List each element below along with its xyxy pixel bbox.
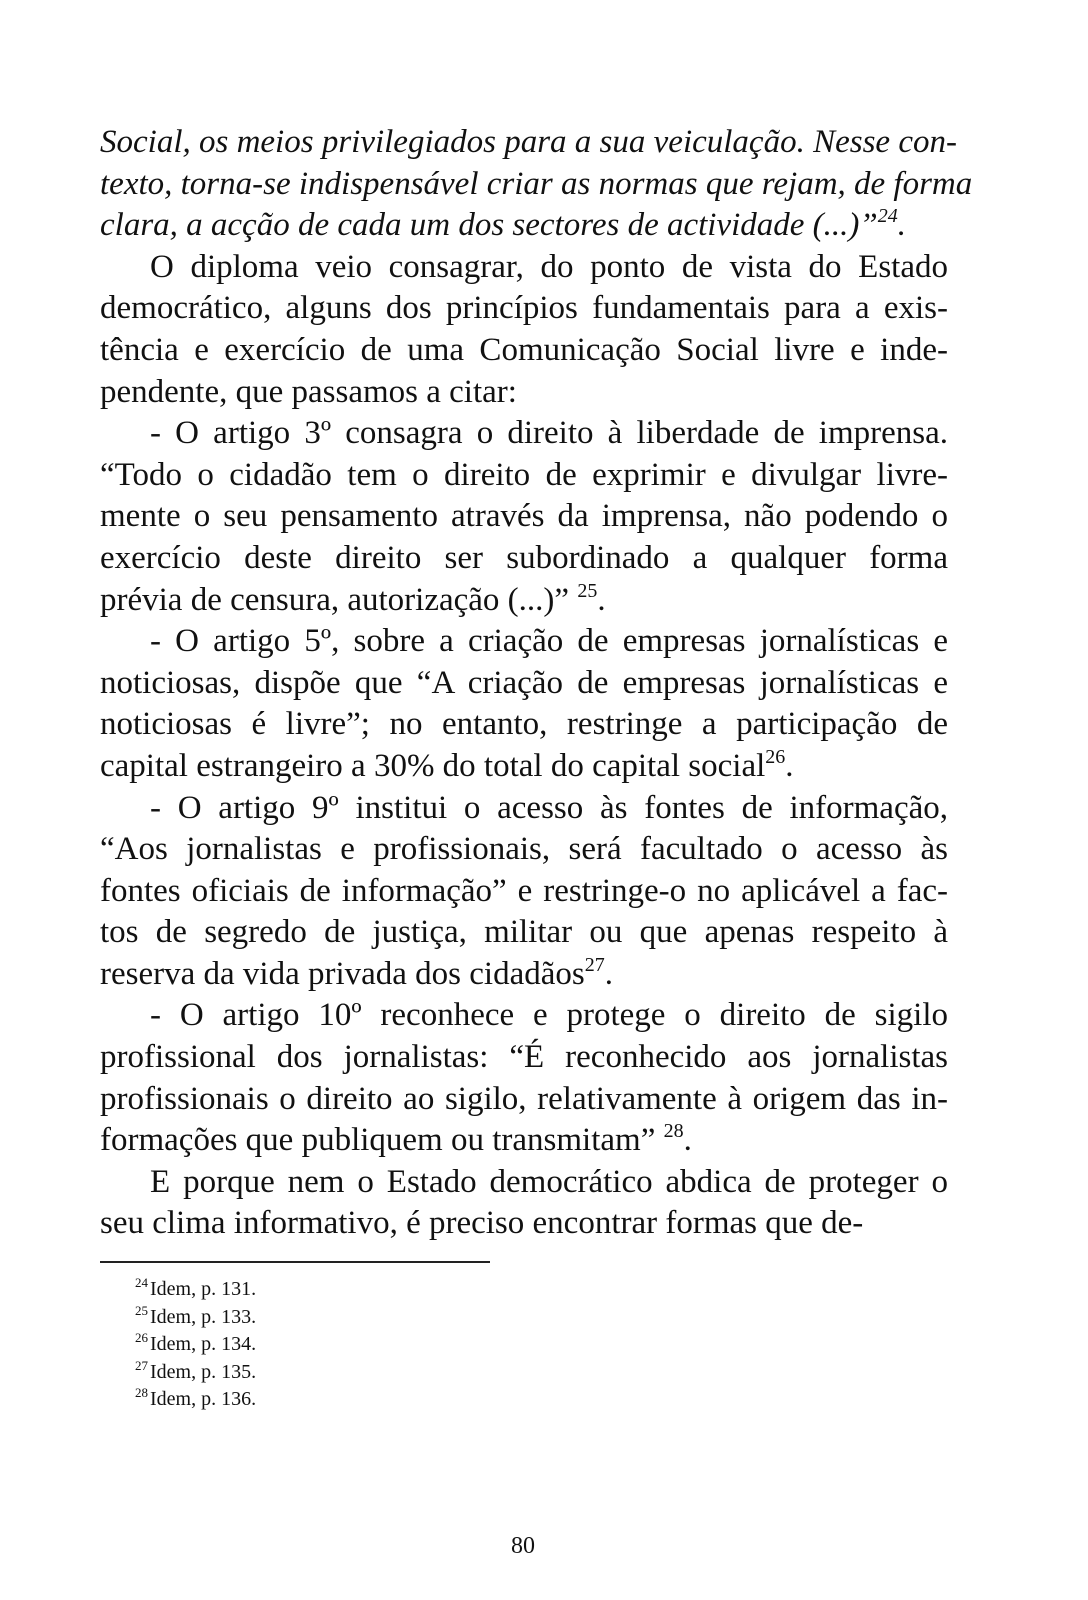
footnote-text: Idem, p. 134. bbox=[150, 1333, 257, 1356]
text-line: democrático, alguns dos princípios fundamentais para a exis- bbox=[100, 290, 948, 327]
footnote-ref-25: 25 bbox=[577, 579, 598, 602]
footnote-marker: 25 bbox=[135, 1302, 148, 1318]
text-line: reserva da vida privada dos cidadãos$^{27}$. bbox=[100, 953, 613, 992]
footnote-text: Idem, p. 131. bbox=[150, 1278, 257, 1300]
footnote-ref-26: 26 bbox=[765, 745, 786, 768]
text-line: “Todo o cidadão tem o direito de exprimir e divulgar livre- bbox=[100, 456, 948, 493]
text-line: exercício deste direito ser subordinado a qualquer forma bbox=[100, 539, 948, 576]
footnote-ref-27: 27 bbox=[584, 953, 605, 976]
footnote-24 bbox=[135, 1276, 256, 1304]
text-line: E porque nem o Estado democrático abdica de proteger o bbox=[150, 1163, 948, 1200]
footnote-25 bbox=[135, 1304, 256, 1332]
text-line: tência e exercício de uma Comunicação Social livre e inde- bbox=[100, 331, 948, 368]
text-line: profissionais o direito ao sigilo, relativamente à origem das in- bbox=[100, 1080, 948, 1117]
footnote-marker: 26 bbox=[135, 1330, 148, 1346]
text-line: - O artigo 5º, sobre a criação de empresas jornalísticas e bbox=[150, 623, 948, 660]
text-line: “Aos jornalistas e profissionais, será facultado o acesso às bbox=[100, 831, 948, 868]
text-line: mente o seu pensamento através da imprensa, não podendo o bbox=[100, 498, 948, 535]
footnote-27 bbox=[135, 1359, 256, 1387]
text-line: tos de segredo de justiça, militar ou que apenas respeito à bbox=[100, 914, 948, 951]
text-line: formações que publiquem ou transmitam” $^{28}$. bbox=[100, 1120, 692, 1159]
text-line: fontes oficiais de informação” e restringe-o no aplicável a fac- bbox=[100, 872, 948, 909]
text-line: - O artigo 9º institui o acesso às fontes de informação, bbox=[150, 789, 948, 826]
text-line: capital estrangeiro a 30% do total do capital social$^{26}$. bbox=[100, 745, 794, 784]
footnotes bbox=[135, 1276, 256, 1414]
page-number: 80 bbox=[511, 1533, 535, 1559]
text-line: profissional dos jornalistas: “É reconhecido aos jornalistas bbox=[100, 1039, 948, 1076]
footnote-text: Idem, p. 133. bbox=[150, 1305, 257, 1328]
text-line: texto, torna-se indispensável criar as normas que rejam, de forma bbox=[100, 165, 973, 202]
text-line: pendente, que passamos a citar: bbox=[100, 373, 517, 410]
footnote-marker: 24 bbox=[135, 1275, 148, 1290]
footnote-marker: 27 bbox=[135, 1357, 148, 1373]
text-line: prévia de censura, autorização (...)” $^{25}$. bbox=[100, 579, 606, 618]
footnote-text: Idem, p. 135. bbox=[150, 1360, 257, 1383]
text-line: O diploma veio consagrar, do ponto de vista do Estado bbox=[150, 248, 948, 285]
text-line: - O artigo 3º consagra o direito à liberdade de imprensa. bbox=[150, 415, 948, 452]
footnote-26 bbox=[135, 1331, 256, 1359]
footnote-ref-24: 24 bbox=[877, 205, 898, 228]
text-line: clara, a acção de cada um dos sectores de actividade (...)”$^{24}$. bbox=[100, 205, 907, 244]
text-line: noticiosas é livre”; no entanto, restringe a participação de bbox=[100, 706, 948, 743]
footnote-marker: 28 bbox=[135, 1385, 148, 1401]
footnote-28 bbox=[135, 1386, 256, 1414]
footnote-divider bbox=[100, 1261, 490, 1263]
text-line: - O artigo 10º reconhece e protege o direito de sigilo bbox=[150, 997, 948, 1034]
main-text bbox=[100, 122, 973, 1245]
text-line: noticiosas, dispõe que “A criação de empresas jornalísticas e bbox=[100, 664, 948, 701]
footnote-ref-28: 28 bbox=[663, 1120, 684, 1143]
footnote-text: Idem, p. 136. bbox=[150, 1388, 257, 1411]
text-line: Social, os meios privilegiados para a sua veiculação. Nesse con- bbox=[100, 124, 957, 160]
text-line: seu clima informativo, é preciso encontrar formas que de- bbox=[100, 1205, 864, 1242]
